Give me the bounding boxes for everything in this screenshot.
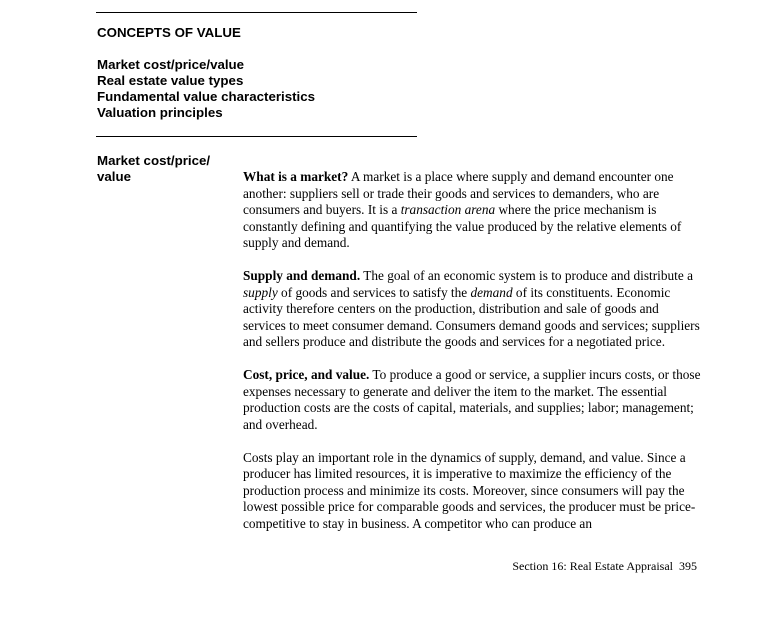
page-number: 395 (679, 559, 697, 573)
paragraph-text: The goal of an economic system is to produce and distribute a (360, 268, 693, 283)
paragraph-text: To produce a good or service, a supplier incurs costs, or those expenses necessary to generate and deliver the item to the market. The essential production costs are the costs of capital, materials, and supplies; labor; management; and overhead. (243, 367, 701, 432)
page-footer (512, 559, 697, 573)
emphasis-text: demand (470, 284, 513, 300)
emphasis-text: transaction arena (400, 202, 496, 217)
paragraph-text: A market is a place where supply and demand encounter one another: suppliers sell or trade their goods and services to demanders, who are consumers and buyers. It is a (243, 169, 674, 217)
outline-item: Market cost/price/value (97, 57, 245, 72)
paragraph-costs-role (243, 450, 703, 533)
paragraph-supply-and-demand (243, 268, 703, 351)
paragraph-text: of its constituents. Economic activity therefore centers on the production, distribution and sale of goods and services to meet consumer demand. Consumers demand goods and services; suppliers and sellers produce and distribute the goods and services for a negotiated price. (243, 284, 700, 349)
side-heading-line: Market cost/price/ (97, 153, 211, 168)
chapter-outline (97, 57, 315, 121)
outline-item: Valuation principles (97, 105, 223, 120)
outline-item: Fundamental value characteristics (97, 89, 316, 104)
paragraph-text: where the price mechanism is constantly defining and quantifying the value produced by the relative elements of supply and demand. (243, 202, 682, 250)
paragraph-lead: Cost, price, and value. (243, 367, 370, 382)
paragraph-what-is-a-market (243, 169, 703, 252)
paragraph-text: Costs play an important role in the dynamics of supply, demand, and value. Since a producer has limited resources, it is imperative to maximize the efficiency of the production process and minimize its costs. Moreover, since consumers will pay the lowest possible price for comparable goods and services, the producer must be price-competitive to stay in business. A competitor who can produce an (243, 449, 696, 531)
outline-item: Real estate value types (97, 73, 244, 88)
section-side-heading (97, 153, 210, 185)
chapter-title: CONCEPTS OF VALUE (97, 25, 241, 40)
side-heading-line: value (97, 169, 132, 184)
section-divider (96, 136, 417, 137)
paragraph-cost-price-value (243, 367, 703, 433)
body-text (243, 169, 703, 549)
paragraph-text: of goods and services to satisfy the (277, 284, 471, 300)
footer-section-label: Section 16: Real Estate Appraisal (512, 559, 673, 573)
paragraph-lead: Supply and demand. (243, 268, 361, 283)
top-divider (96, 12, 417, 13)
paragraph-lead: What is a market? (243, 169, 349, 184)
emphasis-text: supply (243, 284, 278, 300)
